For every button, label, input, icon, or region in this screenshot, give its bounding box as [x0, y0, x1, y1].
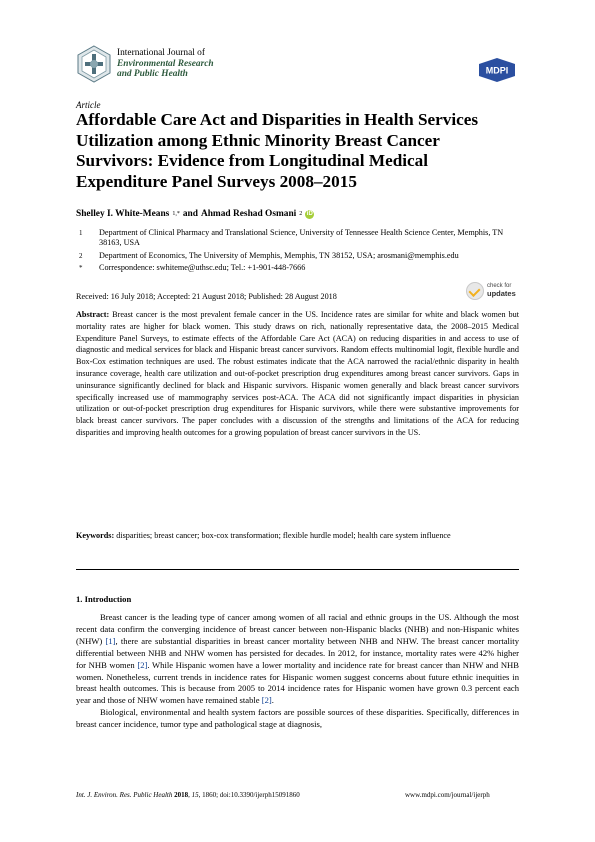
keywords-label: Keywords:: [76, 531, 115, 540]
footer-year: 2018: [174, 791, 189, 799]
citation-link[interactable]: [2]: [137, 659, 148, 670]
keywords-text: disparities; breast cancer; box-cox transformation; flexible hurdle model; health care system influence: [116, 531, 451, 540]
paragraph: Biological, environmental and health system factors are possible sources of these disparities. Specifically, differences in breast cancer incidence, tumor type and pathological stage at diagnosis,: [76, 707, 519, 730]
check-updates-line2: updates: [487, 289, 516, 298]
footer-doi[interactable]: , 1860; doi:10.3390/ijerph15091860: [198, 791, 300, 799]
author-1[interactable]: Shelley I. White-Means: [76, 209, 170, 219]
journal-name-line1: International Journal of: [117, 48, 205, 58]
footer-volume: 15: [191, 791, 199, 799]
affiliation-mark: *: [79, 264, 83, 273]
check-for-updates-button[interactable]: [466, 280, 522, 302]
author-1-affil: 1,*: [172, 211, 180, 217]
paragraph-text: Breast cancer is the leading type of cancer among women of all racial and ethnic groups in the US. Although the most recent data confirm the converging incidence of breast cancer between non-Hispanic blacks (NHB) and non-Hispanic whites (NHW): [76, 612, 519, 646]
author-conjunction: and: [182, 209, 198, 219]
affiliation-item: [76, 228, 522, 249]
author-2-affil: 2: [299, 211, 303, 217]
publication-dates: Received: 16 July 2018; Accepted: 21 August 2018; Published: 28 August 2018: [76, 292, 337, 301]
journal-name-line3: and Public Health: [117, 69, 188, 80]
affiliation-text: Department of Clinical Pharmacy and Translational Science, University of Tennessee Health Science Center, Memphis, TN 38163, USA: [99, 228, 504, 248]
journal-name-line2: Environmental Research: [117, 58, 214, 69]
paragraph-text: .: [271, 695, 274, 706]
section-divider: [76, 569, 519, 570]
paragraph-text: . While Hispanic women have a lower mortality and incidence rate for breast cancer than NHW and NHB women. Nonetheless, current trends in incidence rates for Hispanic women suggest concerns about future ethnic inequities in breast health outcomes. This is because from 2005 to 2014 incidence rates for Hispanic women have grown 0.3 percent each year and those of NHW women have remained stable: [76, 659, 519, 706]
check-updates-icon: [466, 282, 484, 300]
paragraph: [76, 612, 519, 707]
affiliation-text: Department of Economics, The University of Memphis, Memphis, TN 38152, USA; arosmani@memphis.edu: [99, 250, 459, 260]
keywords: [76, 530, 519, 542]
paragraph-text: , there are substantial disparities in breast cancer mortality between NHB and NHW. The breast cancer mortality differential between NHB and NHW women has persisted for decades. In 2012, for instance, mortality rates were 42% higher for NHB women: [76, 635, 519, 670]
correspondence: [76, 263, 522, 273]
affiliations: [76, 228, 522, 276]
footer-url[interactable]: www.mdpi.com/journal/ijerph: [405, 791, 490, 799]
check-updates-label: [487, 283, 516, 299]
abstract-text: Breast cancer is the most prevalent female cancer in the US. Incidence rates are similar for white and black women but mortality rates are higher for black women. This study draws on rich, nationally representative data, the 2008–2015 Medical Expenditure Panel Surveys, to estimate effects of the Affordable Care Act (ACA) on reducing disparities in and access to use of diagnostic and medical services for black and Hispanic breast cancer survivors. Random effects multinomial logit, flexible hurdle and Box-Cox estimation techniques are used. The robust estimates indicate that the ACA narrowed the racial/ethnic disparity in health insurance coverage, health care utilization and out-of-pocket prescription drug expenditures among breast cancer survivors. Gaps in uninsurance significantly declined for black and Hispanic survivors. Hispanic women generally and black breast cancer survivors specifically increased use of mammography services post-ACA. The ACA did not significantly impact disparities in physician utilization or out-of-pocket prescription drug expenditures for Hispanic survivors, while there were substantive improvements for black breast cancer survivors. The paper concludes with a discussion of the strengths and limitations of the ACA for reducing disparities and improving health outcomes for a growing population of breast cancer survivors in the US.: [76, 310, 519, 437]
correspondence-text[interactable]: Correspondence: swhiteme@uthsc.edu; Tel.: +1-901-448-7666: [99, 263, 306, 273]
footer-citation: Int. J. Environ. Res. Public Health 2018, 15, 1860; doi:10.3390/ijerph15091860: [76, 791, 300, 799]
affiliation-item: [76, 251, 522, 261]
abstract-label: Abstract:: [76, 310, 110, 319]
footer-journal: Int. J. Environ. Res. Public Health: [76, 791, 173, 799]
affiliation-mark: 1: [79, 229, 83, 237]
abstract: [76, 309, 519, 439]
citation-link[interactable]: [1]: [105, 635, 116, 646]
author-list: [76, 209, 314, 219]
intro-body: [76, 612, 519, 731]
paper-title: Affordable Care Act and Disparities in Health Services Utilization among Ethnic Minority Breast Cancer Survivors: Evidence from Longitudinal Medical Expenditure Panel Surveys 2008–2015: [76, 110, 479, 191]
mdpi-logo-icon: [477, 57, 517, 83]
citation-link[interactable]: [2]: [261, 695, 272, 706]
check-updates-line1: check for: [487, 283, 512, 289]
journal-logo-icon: [76, 45, 112, 83]
mdpi-logo-text: MDPI: [485, 65, 509, 76]
article-type: Article: [76, 100, 101, 110]
author-2[interactable]: Ahmad Reshad Osmani: [200, 209, 297, 219]
journal-name: [117, 48, 214, 80]
affiliation-mark: 2: [79, 251, 83, 260]
section-heading: 1. Introduction: [76, 594, 132, 604]
orcid-icon[interactable]: iD: [306, 210, 313, 217]
